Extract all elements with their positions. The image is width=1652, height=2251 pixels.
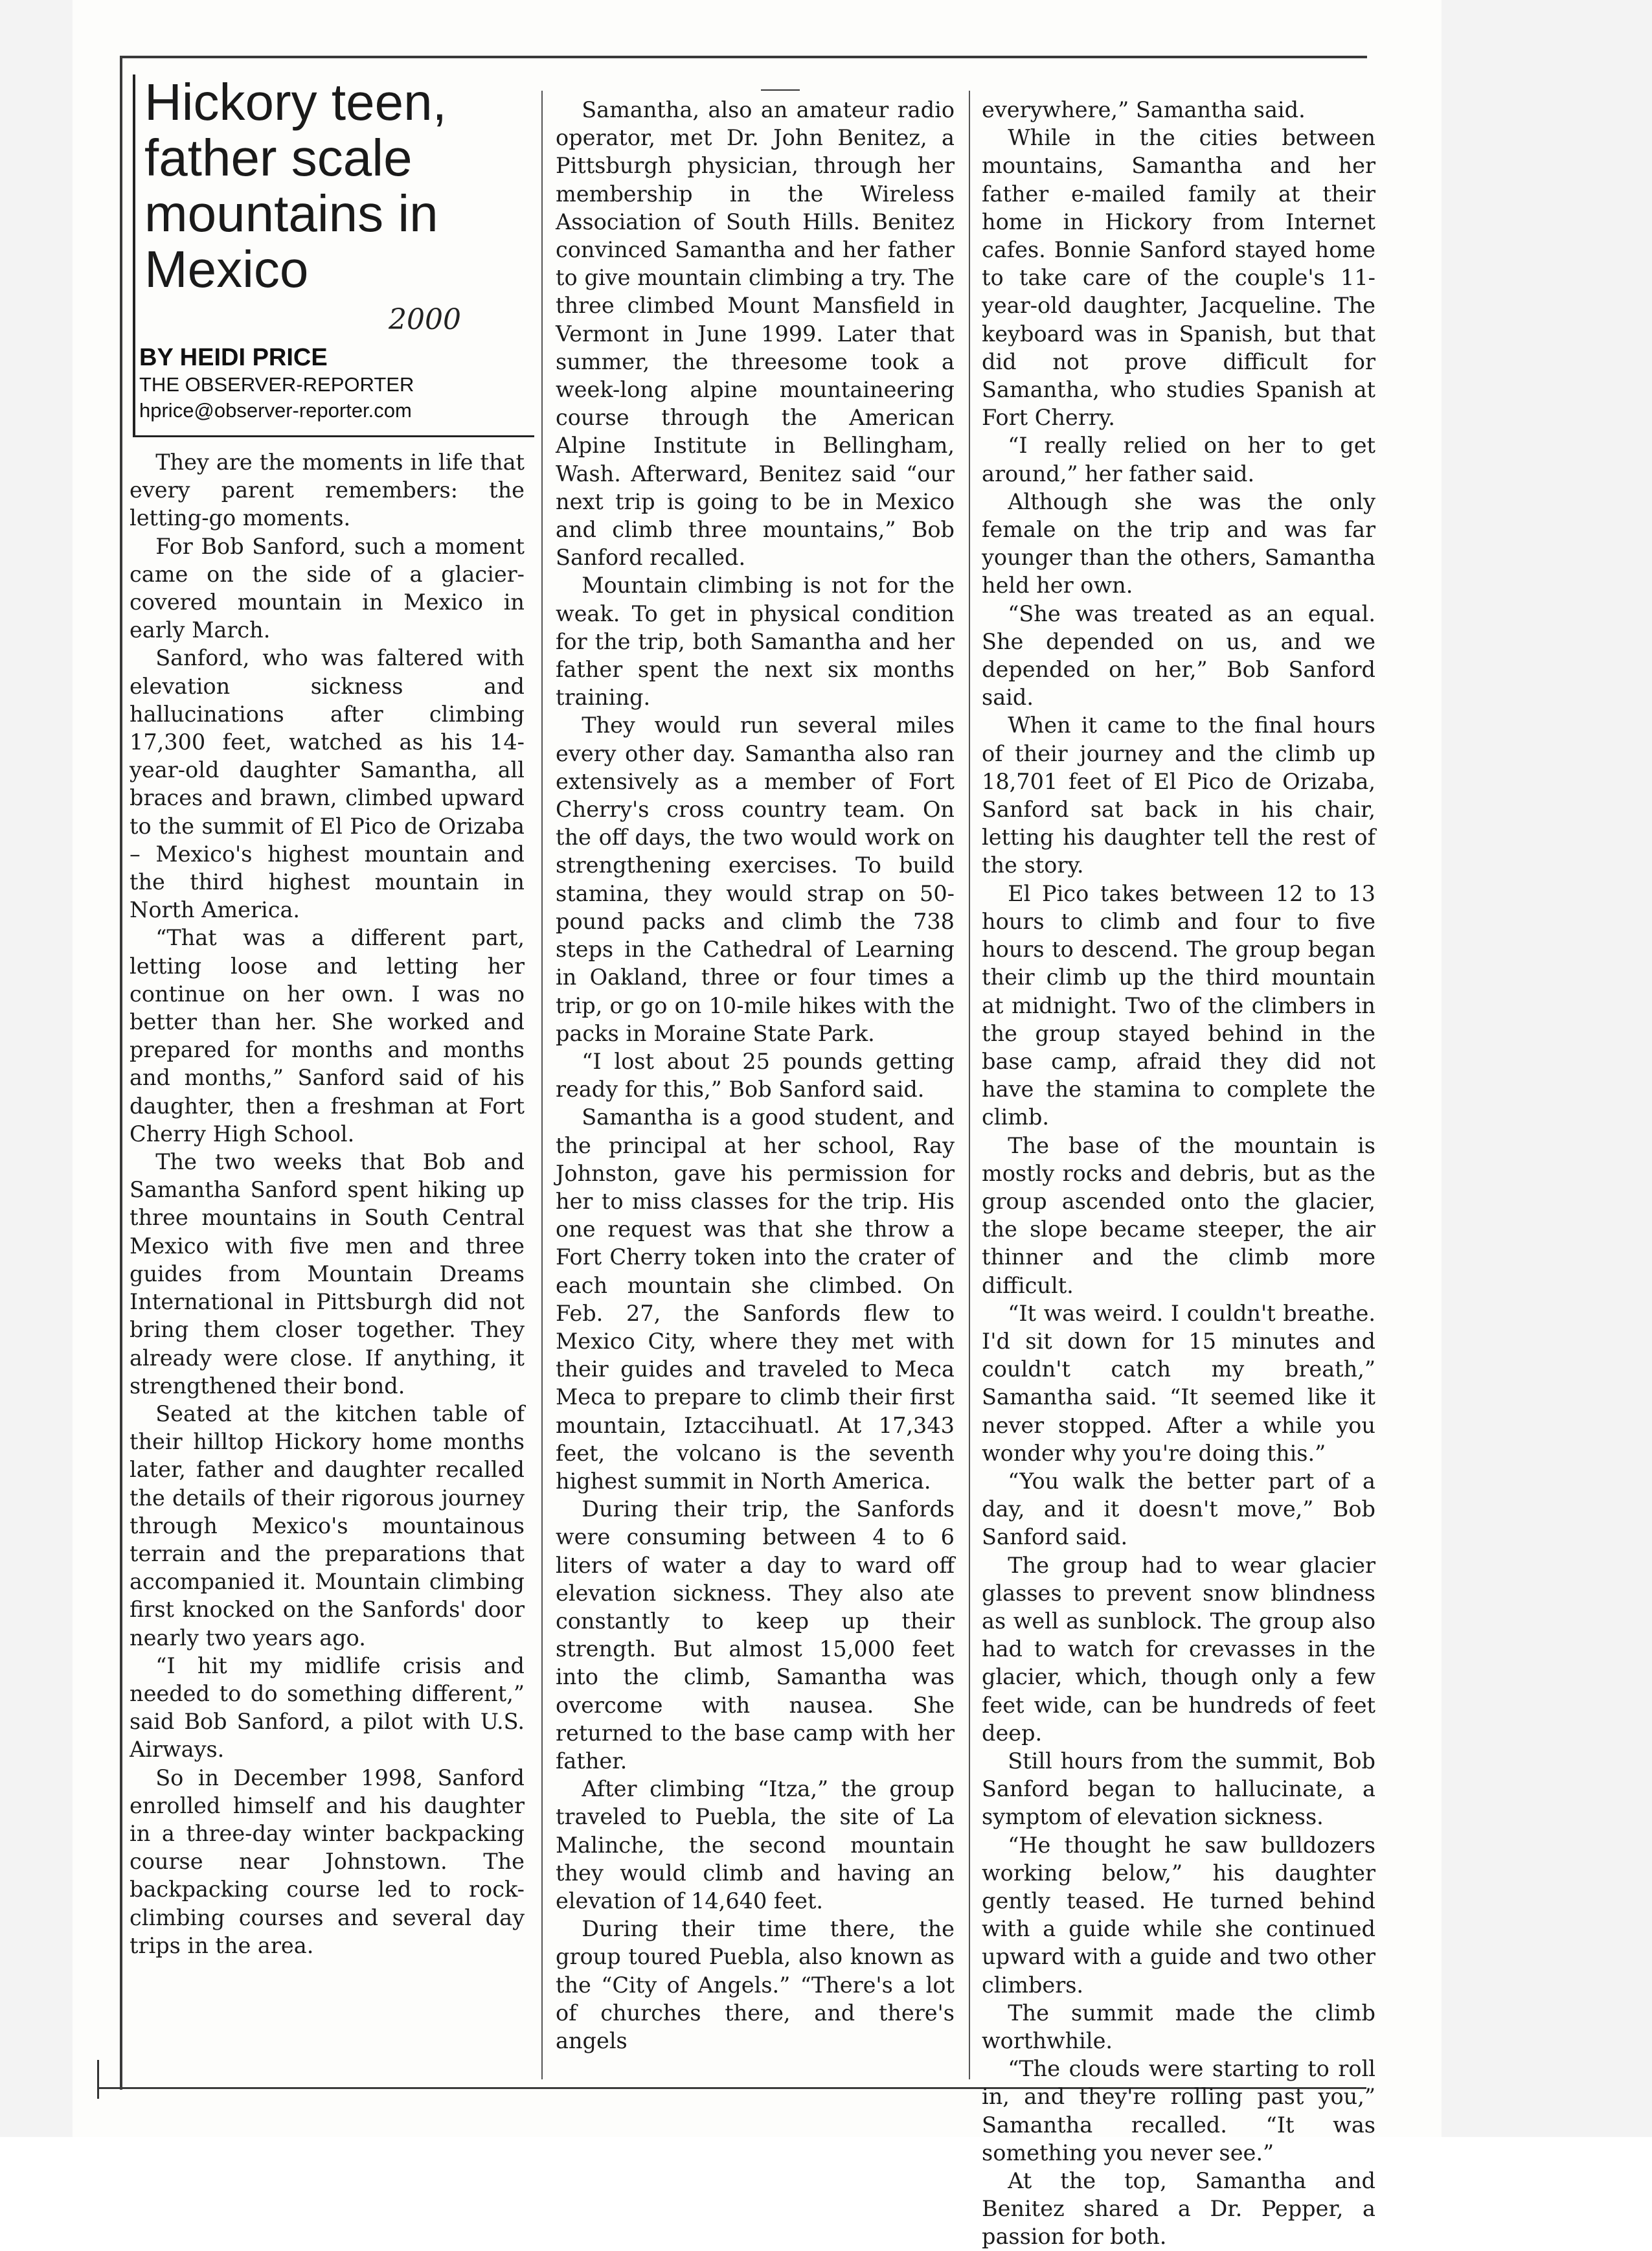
left-rule	[120, 56, 122, 2090]
handwritten-year: 2000	[389, 303, 461, 336]
paragraph: They are the moments in life that every parent remembers: the letting-go moments.	[130, 450, 525, 531]
paragraph: Samantha, also an amateur radio operator, met Dr. John Benitez, a Pittsburgh physician, through her membership in the Wireless Association of South Hills. Benitez convinced Samantha and her father to give mountain climbing a try. The three climbed Mount Mansfield in Vermont in June 1999. Later that summer, the threesome took a week-long alpine mountaineering course through the American Alpine Institute in Bellingham, Wash. Afterward, Benitez said “our next trip is going to be in Mexico and climb three mountains,” Bob Sanford recalled.	[556, 97, 955, 571]
paragraph: After climbing “Itza,” the group traveled to Puebla, the site of La Malinche, the second mountain they would climb and having an elevation of 14,640 feet.	[556, 1776, 955, 1914]
column-rule-2	[969, 91, 970, 2079]
paragraph: “He thought he saw bulldozers working below,” his daughter gently teased. He turned behind with a guide while she continued upward with a guide and two other climbers.	[982, 1832, 1375, 1998]
paragraph: Although she was the only female on the trip and was far younger than the others, Samantha held her own.	[982, 488, 1375, 599]
scan-margin-left	[0, 0, 73, 2137]
paragraph: Samantha is a good student, and the principal at her school, Ray Johnston, gave his permission for her to miss classes for the trip. His one request was that she throw a Fort Cherry token into the crater of each mountain she climbed. On Feb. 27, the Sanfords flew to Mexico City, where they met with their guides and traveled to Meca Meca to prepare to climb their first mountain, Iztaccihuatl. At 17,343 feet, the volcano is the seventh highest summit in North America.	[556, 1104, 955, 1494]
paragraph: The summit made the climb worthwhile.	[982, 2000, 1375, 2054]
article-column-2	[556, 96, 955, 2055]
paragraph: The two weeks that Bob and Samantha Sanford spent hiking up three mountains in South Central Mexico with five men and three guides from Mountain Dreams International in Pittsburgh did not bring them closer together. They already were close. If anything, it strengthened their bond.	[130, 1149, 525, 1399]
paragraph: “You walk the better part of a day, and it doesn't move,” Bob Sanford said.	[982, 1468, 1375, 1550]
paragraph: They would run several miles every other day. Samantha also ran extensively as a member of Fort Cherry's cross country team. On the off days, the two would work on strengthening exercises. To build stamina, they would strap on 50-pound packs and climb the 738 steps in the Cathedral of Learning in Oakland, three or four times a trip, or go on 10-mile hikes with the packs in Moraine State Park.	[556, 713, 955, 1046]
paragraph: El Pico takes between 12 to 13 hours to climb and four to five hours to descend. The group began their climb up the third mountain at midnight. Two of the climbers in the group stayed behind in the base camp, afraid they did not have the stamina to complete the climb.	[982, 880, 1375, 1130]
paragraph: “I hit my midlife crisis and needed to do something different,” said Bob Sanford, a pilot with U.S. Airways.	[130, 1652, 525, 1763]
outlet-name: THE OBSERVER-REPORTER	[139, 373, 414, 396]
paragraph: The base of the mountain is mostly rocks and debris, but as the group ascended onto the glacier, the slope became steeper, the air thinner and the climb more difficult.	[982, 1132, 1375, 1298]
paragraph: Seated at the kitchen table of their hilltop Hickory home months later, father and daughter recalled the details of their rigorous journey through Mexico's mountainous terrain and the preparations that accompanied it. Mountain climbing first knocked on the Sanfords' door nearly two years ago.	[130, 1400, 525, 1651]
byline-block	[139, 343, 541, 424]
article-column-1	[130, 448, 525, 1960]
paragraph: “It was weird. I couldn't breathe. I'd sit down for 15 minutes and couldn't catch my breath,” Samantha said. “It seemed like it never stopped. After a while you wonder why you're doing this.”	[982, 1300, 1375, 1466]
paragraph: At the top, Samantha and Benitez shared a Dr. Pepper, a passion for both.	[982, 2168, 1375, 2250]
article-column-3	[982, 96, 1375, 2251]
paragraph: “The clouds were starting to roll in, and they're rolling past you,” Samantha recalled. “It was something you never see.”	[982, 2056, 1375, 2165]
byline: BY HEIDI PRICE	[139, 344, 328, 371]
column-rule-1	[541, 91, 543, 2079]
paragraph: Sanford, who was faltered with elevation sickness and hallucinations after climbing 17,300 feet, watched as his 14-year-old daughter Samantha, all braces and brawn, climbed upward to the summit of El Pico de Orizaba – Mexico's highest mountain and the third highest mountain in North America.	[130, 645, 525, 923]
paragraph: “I lost about 25 pounds getting ready for this,” Bob Sanford said.	[556, 1048, 955, 1103]
headline: Hickory teen, father scale mountains in Mexico	[144, 73, 447, 298]
paragraph: While in the cities between mountains, Samantha and her father e-mailed family at their home in Hickory from Internet cafes. Bonnie Sanford stayed home to take care of the couple's 11-year-old daughter, Jacqueline. The keyboard was in Spanish, but that did not prove difficult for Samantha, who studies Spanish at Fort Cherry.	[982, 125, 1375, 431]
paragraph: During their trip, the Sanfords were consuming between 4 to 6 liters of water a day to ward off elevation sickness. They also ate constantly to keep up their strength. But almost 15,000 feet into the climb, Samantha was overcome with nausea. She returned to the base camp with her father.	[556, 1496, 955, 1774]
column-tick	[761, 89, 800, 91]
author-email: hprice@observer-reporter.com	[139, 399, 412, 422]
paragraph: “She was treated as an equal. She depended on us, and we depended on her,” Bob Sanford said.	[982, 600, 1375, 711]
paragraph: “That was a different part, letting loose and letting her continue on her own. I was no better than her. She worked and prepared for months and months and months,” Sanford said of his daughter, then a freshman at Fort Cherry High School.	[130, 925, 525, 1147]
paragraph: everywhere,” Samantha said.	[982, 97, 1306, 122]
paragraph: So in December 1998, Sanford enrolled himself and his daughter in a three-day winter backpacking course near Johnstown. The backpacking course led to rock-climbing courses and several day trips in the area.	[130, 1765, 525, 1958]
paragraph: The group had to wear glacier glasses to prevent snow blindness as well as sunblock. The group also had to watch for crevasses in the glacier, which, though only a few feet wide, can be hundreds of feet deep.	[982, 1552, 1375, 1746]
paragraph: “I really relied on her to get around,” her father said.	[982, 433, 1375, 486]
byline-rule	[133, 435, 534, 437]
top-rule	[122, 56, 1367, 58]
paragraph: Mountain climbing is not for the weak. To get in physical condition for the trip, both Samantha and her father spent the next six months training.	[556, 573, 955, 711]
corner-mark	[97, 2060, 99, 2099]
paragraph: For Bob Sanford, such a moment came on the side of a glacier-covered mountain in Mexico in early March.	[130, 533, 525, 643]
paragraph: When it came to the final hours of their journey and the climb up 18,701 feet of El Pico de Orizaba, Sanford sat back in his chair, letting his daughter tell the rest of the story.	[982, 713, 1375, 878]
paragraph: Still hours from the summit, Bob Sanford began to hallucinate, a symptom of elevation sickness.	[982, 1748, 1375, 1830]
scan-margin-right	[1442, 0, 1652, 2137]
paragraph: During their time there, the group toured Puebla, also known as the “City of Angels.” “There's a lot of churches there, and there's angels	[556, 1916, 955, 2054]
